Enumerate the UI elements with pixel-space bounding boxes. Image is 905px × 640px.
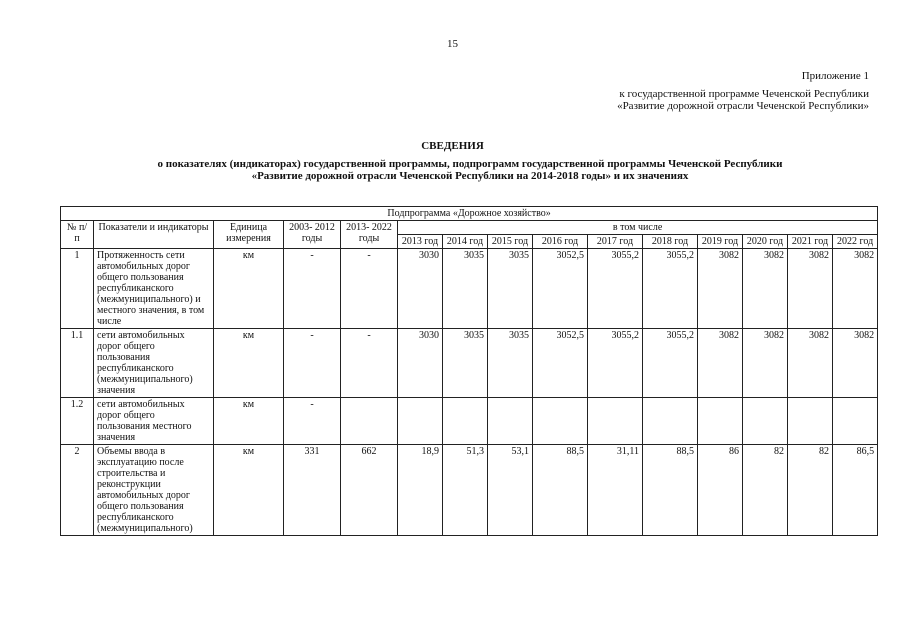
year-value: 3035 [488, 249, 533, 329]
header-year: 2014 год [443, 235, 488, 249]
unit-cell: км [214, 445, 284, 536]
year-value: 31,11 [588, 445, 643, 536]
year-value: 86 [698, 445, 743, 536]
header-num: № п/ п [61, 221, 94, 249]
year-value: 3055,2 [643, 329, 698, 398]
subprogram-row [61, 207, 878, 221]
header-row-1 [61, 221, 878, 235]
header-year: 2018 год [643, 235, 698, 249]
period-2003-2012-value: 331 [284, 445, 341, 536]
indicators-table [60, 206, 878, 536]
year-value [833, 398, 878, 445]
year-value [743, 398, 788, 445]
row-number: 2 [61, 445, 94, 536]
unit-cell: км [214, 249, 284, 329]
year-value [788, 398, 833, 445]
appendix-line-3: «Развитие дорожной отрасли Чеченской Республики» [617, 100, 869, 112]
subtitle-line-2: «Развитие дорожной отрасли Чеченской Республики на 2014-2018 годы» и их значениях [251, 170, 689, 182]
year-value: 3035 [443, 329, 488, 398]
year-value [698, 398, 743, 445]
year-value: 3055,2 [588, 249, 643, 329]
year-value: 3030 [398, 329, 443, 398]
year-value: 3082 [698, 249, 743, 329]
period-2013-2022-value [341, 398, 398, 445]
indicator-name: сети автомобильных дорог общего пользования местного значения [94, 398, 214, 445]
header-year: 2021 год [788, 235, 833, 249]
year-value: 88,5 [643, 445, 698, 536]
year-value: 53,1 [488, 445, 533, 536]
year-value: 3052,5 [533, 329, 588, 398]
year-value [533, 398, 588, 445]
header-period-2003-2012: 2003- 2012 годы [284, 221, 341, 249]
year-value [443, 398, 488, 445]
page-number: 15 [447, 38, 458, 50]
table-row [61, 398, 878, 445]
header-year: 2019 год [698, 235, 743, 249]
year-value: 3052,5 [533, 249, 588, 329]
year-value: 3082 [743, 329, 788, 398]
year-value [488, 398, 533, 445]
appendix-line-1: Приложение 1 [801, 70, 869, 82]
header-period-2013-2022: 2013- 2022 годы [341, 221, 398, 249]
year-value: 82 [743, 445, 788, 536]
year-value [643, 398, 698, 445]
table-row [61, 445, 878, 536]
subtitle-line-1: о показателях (индикаторах) государственной программы, подпрограмм государственной программы Чеченской Республики [157, 158, 783, 170]
header-year: 2016 год [533, 235, 588, 249]
period-2013-2022-value: - [341, 249, 398, 329]
year-value: 3035 [488, 329, 533, 398]
year-value: 3082 [743, 249, 788, 329]
header-unit: Единица измерения [214, 221, 284, 249]
period-2003-2012-value: - [284, 249, 341, 329]
year-value [588, 398, 643, 445]
year-value: 51,3 [443, 445, 488, 536]
period-2003-2012-value: - [284, 398, 341, 445]
year-value: 3035 [443, 249, 488, 329]
appendix-line-2: к государственной программе Чеченской Республики [619, 88, 869, 100]
period-2013-2022-value: 662 [341, 445, 398, 536]
unit-cell: км [214, 329, 284, 398]
year-value: 18,9 [398, 445, 443, 536]
row-number: 1.2 [61, 398, 94, 445]
period-2003-2012-value: - [284, 329, 341, 398]
indicator-name: Протяженность сети автомобильных дорог общего пользования республиканского (межмуниципального) и местного значения, в том числе [94, 249, 214, 329]
year-value: 88,5 [533, 445, 588, 536]
year-value [398, 398, 443, 445]
year-value: 86,5 [833, 445, 878, 536]
header-year: 2022 год [833, 235, 878, 249]
indicator-name: Объемы ввода в эксплуатацию после строительства и реконструкции автомобильных дорог общего пользования республиканского (межмуниципального) [94, 445, 214, 536]
table-row [61, 249, 878, 329]
header-indicator: Показатели и индикаторы [94, 221, 214, 249]
year-value: 3055,2 [588, 329, 643, 398]
header-year: 2017 год [588, 235, 643, 249]
year-value: 3082 [698, 329, 743, 398]
subprogram-title: Подпрограмма «Дорожное хозяйство» [61, 207, 878, 221]
header-year: 2015 год [488, 235, 533, 249]
unit-cell: км [214, 398, 284, 445]
header-year: 2013 год [398, 235, 443, 249]
header-year: 2020 год [743, 235, 788, 249]
year-value: 3055,2 [643, 249, 698, 329]
year-value: 3082 [833, 249, 878, 329]
year-value: 3082 [788, 249, 833, 329]
header-including: в том числе [398, 221, 878, 235]
table-row [61, 329, 878, 398]
row-number: 1.1 [61, 329, 94, 398]
row-number: 1 [61, 249, 94, 329]
document-subtitle [60, 158, 880, 182]
year-value: 3082 [788, 329, 833, 398]
indicator-name: сети автомобильных дорог общего пользования республиканского (межмуниципального) значения [94, 329, 214, 398]
appendix-note [617, 70, 869, 112]
period-2013-2022-value: - [341, 329, 398, 398]
year-value: 3082 [833, 329, 878, 398]
year-value: 3030 [398, 249, 443, 329]
year-value: 82 [788, 445, 833, 536]
document-title: СВЕДЕНИЯ [421, 140, 484, 152]
